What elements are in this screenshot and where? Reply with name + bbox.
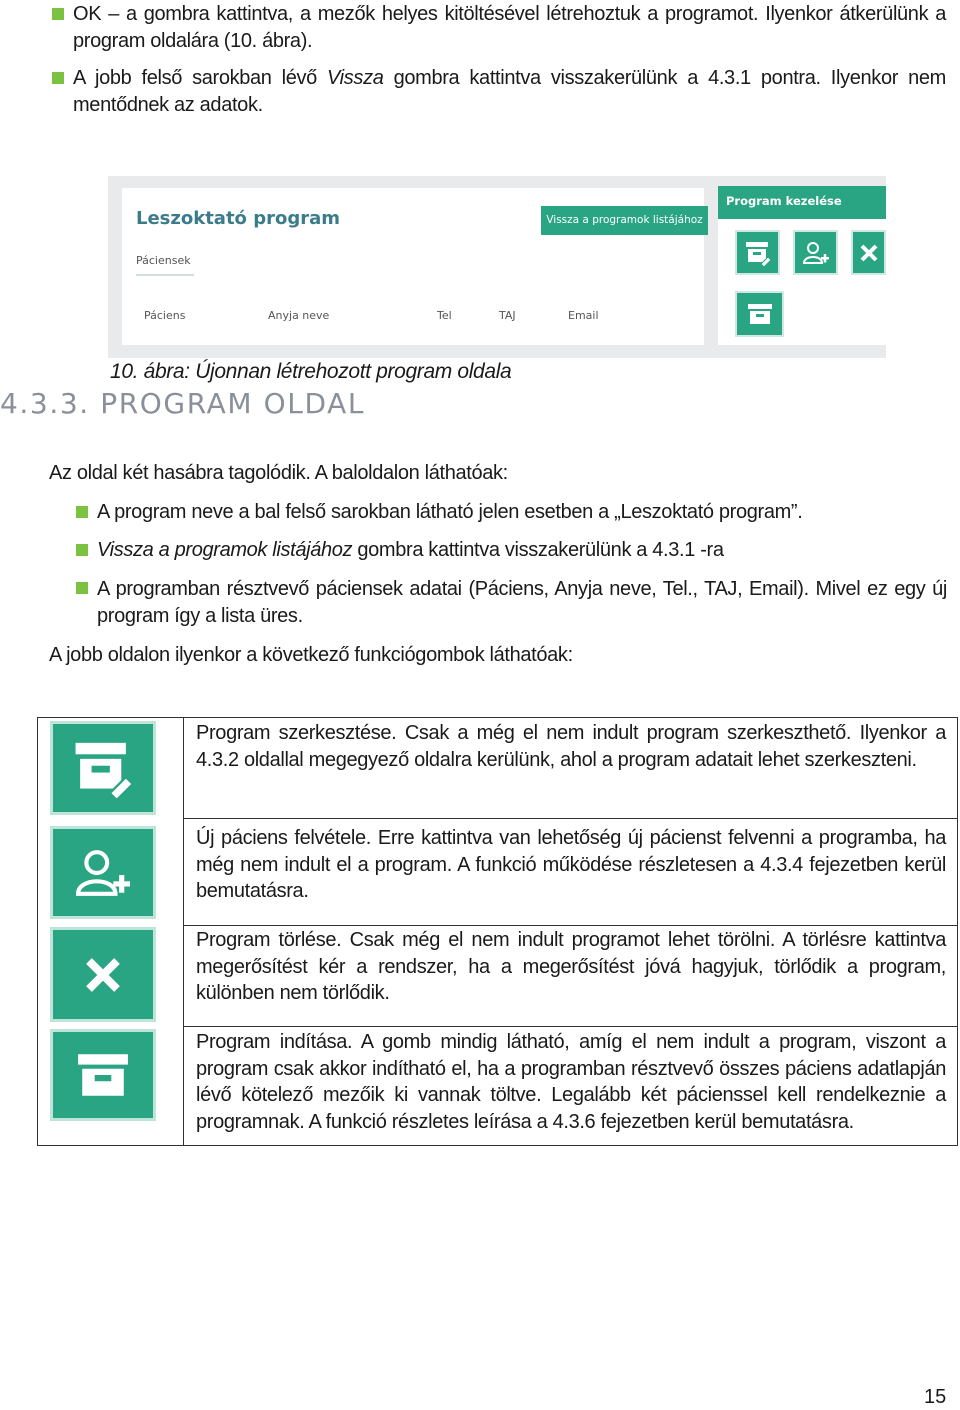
- bullet-vissza: A jobb felső sarokban lévő Vissza gombra kattintva visszakerülünk a 4.3.1 pontra. Ilyenkor nem mentődnek az adatok.: [73, 67, 946, 116]
- bullet-square: [52, 8, 64, 20]
- edit-program-button[interactable]: [735, 230, 780, 275]
- table-row-text: Program szerkesztése. Csak a még el nem indult program szerkeszthető. Ilyenkor a 4.3.2 oldallal megegyező oldalra kerülünk, ahol a program adatait lehet szerkeszteni.: [196, 722, 946, 771]
- bullet-ok: OK – a gombra kattintva, a mezők helyes kitöltésével létrehoztuk a programot. Ilyenkor átkerülünk a program oldalára (10. ábra).: [73, 3, 946, 52]
- program-panel: [122, 188, 704, 345]
- function-buttons-table: [37, 717, 958, 1146]
- tab-patients[interactable]: Páciensek: [136, 254, 191, 267]
- table-icon-cell: [50, 927, 156, 1022]
- tab-underline: [136, 274, 194, 276]
- figure-caption: 10. ábra: Újonnan létrehozott program oldala: [110, 360, 512, 383]
- column-header-mother-name: Anyja neve: [268, 309, 330, 322]
- intro-text: Az oldal két hasábra tagolódik. A baloldalon láthatóak:: [49, 462, 508, 484]
- start-program-icon: [76, 1052, 130, 1098]
- left-bullet-back: Vissza a programok listájához gombra kattintva visszakerülünk a 4.3.1 -ra: [97, 539, 724, 561]
- column-header-tel: Tel: [437, 309, 452, 322]
- table-row-text: Program indítása. A gomb mindig látható, amíg el nem indult a program, viszont a program csak akkor indítható el, ha a programban résztvevő összes páciens adatlapján lévő kötelező mezőik ki vannak töltve. Legalább két pácienssel kell rendelkeznie a programnak. A funkció részletes leírása a 4.3.6 fejezetben kerül bemutatásra.: [196, 1031, 946, 1133]
- column-header-taj: TAJ: [499, 309, 516, 322]
- start-program-icon: [747, 303, 773, 325]
- left-bullet-program-name: A program neve a bal felső sarokban látható jelen esetben a „Leszoktató program”.: [97, 501, 803, 523]
- bullet-square: [76, 582, 88, 594]
- right-intro-text: A jobb oldalon ilyenkor a következő funkciógombok láthatóak:: [49, 644, 573, 666]
- add-patient-button[interactable]: [793, 230, 838, 275]
- manage-header: Program kezelése: [718, 186, 886, 219]
- column-header-patient: Páciens: [144, 309, 186, 322]
- start-program-button[interactable]: [735, 291, 784, 337]
- bullet-square: [76, 506, 88, 518]
- program-page-screenshot: [108, 176, 886, 358]
- page-number: 15: [924, 1386, 947, 1408]
- table-column-divider: [183, 718, 184, 1145]
- delete-program-button[interactable]: [851, 230, 886, 275]
- bullet-square: [76, 544, 88, 556]
- left-bullet-patients: A programban résztvevő páciensek adatai (Páciens, Anyja neve, Tel., TAJ, Email). Mivel ez egy új program így a lista üres.: [97, 578, 947, 627]
- table-row-divider: [183, 1026, 958, 1027]
- column-header-email: Email: [568, 309, 599, 322]
- table-row-text: Program törlése. Csak még el nem indult programot lehet törölni. A törlésre kattintva megerősítést kér a rendszer, ha a megerősítést jóvá hagyjuk, törlődik a program, különben nem törlődik.: [196, 929, 946, 1004]
- delete-program-icon: [83, 955, 123, 995]
- table-icon-cell: [50, 826, 156, 919]
- table-icon-cell: [50, 1029, 156, 1121]
- edit-program-icon: [71, 738, 135, 798]
- program-manage-panel: [718, 186, 886, 345]
- table-icon-cell: [50, 721, 156, 815]
- section-heading: 4.3.3. PROGRAM OLDAL: [0, 387, 366, 420]
- edit-program-icon: [744, 240, 772, 266]
- back-to-programs-button[interactable]: Vissza a programok listájához: [541, 206, 708, 235]
- table-row-text: Új páciens felvétele. Erre kattintva van lehetőség új pácienst felvenni a programba, ha még nem indult el a program. A funkció működése részletesen a 4.3.4 fejezetben kerül bemutatásra.: [196, 827, 946, 902]
- bullet-square: [52, 72, 64, 84]
- table-row-divider: [183, 818, 958, 819]
- program-title: Leszoktató program: [136, 208, 340, 229]
- table-row-divider: [183, 925, 958, 926]
- delete-program-icon: [859, 243, 879, 263]
- add-patient-icon: [73, 846, 133, 900]
- add-patient-icon: [802, 240, 830, 266]
